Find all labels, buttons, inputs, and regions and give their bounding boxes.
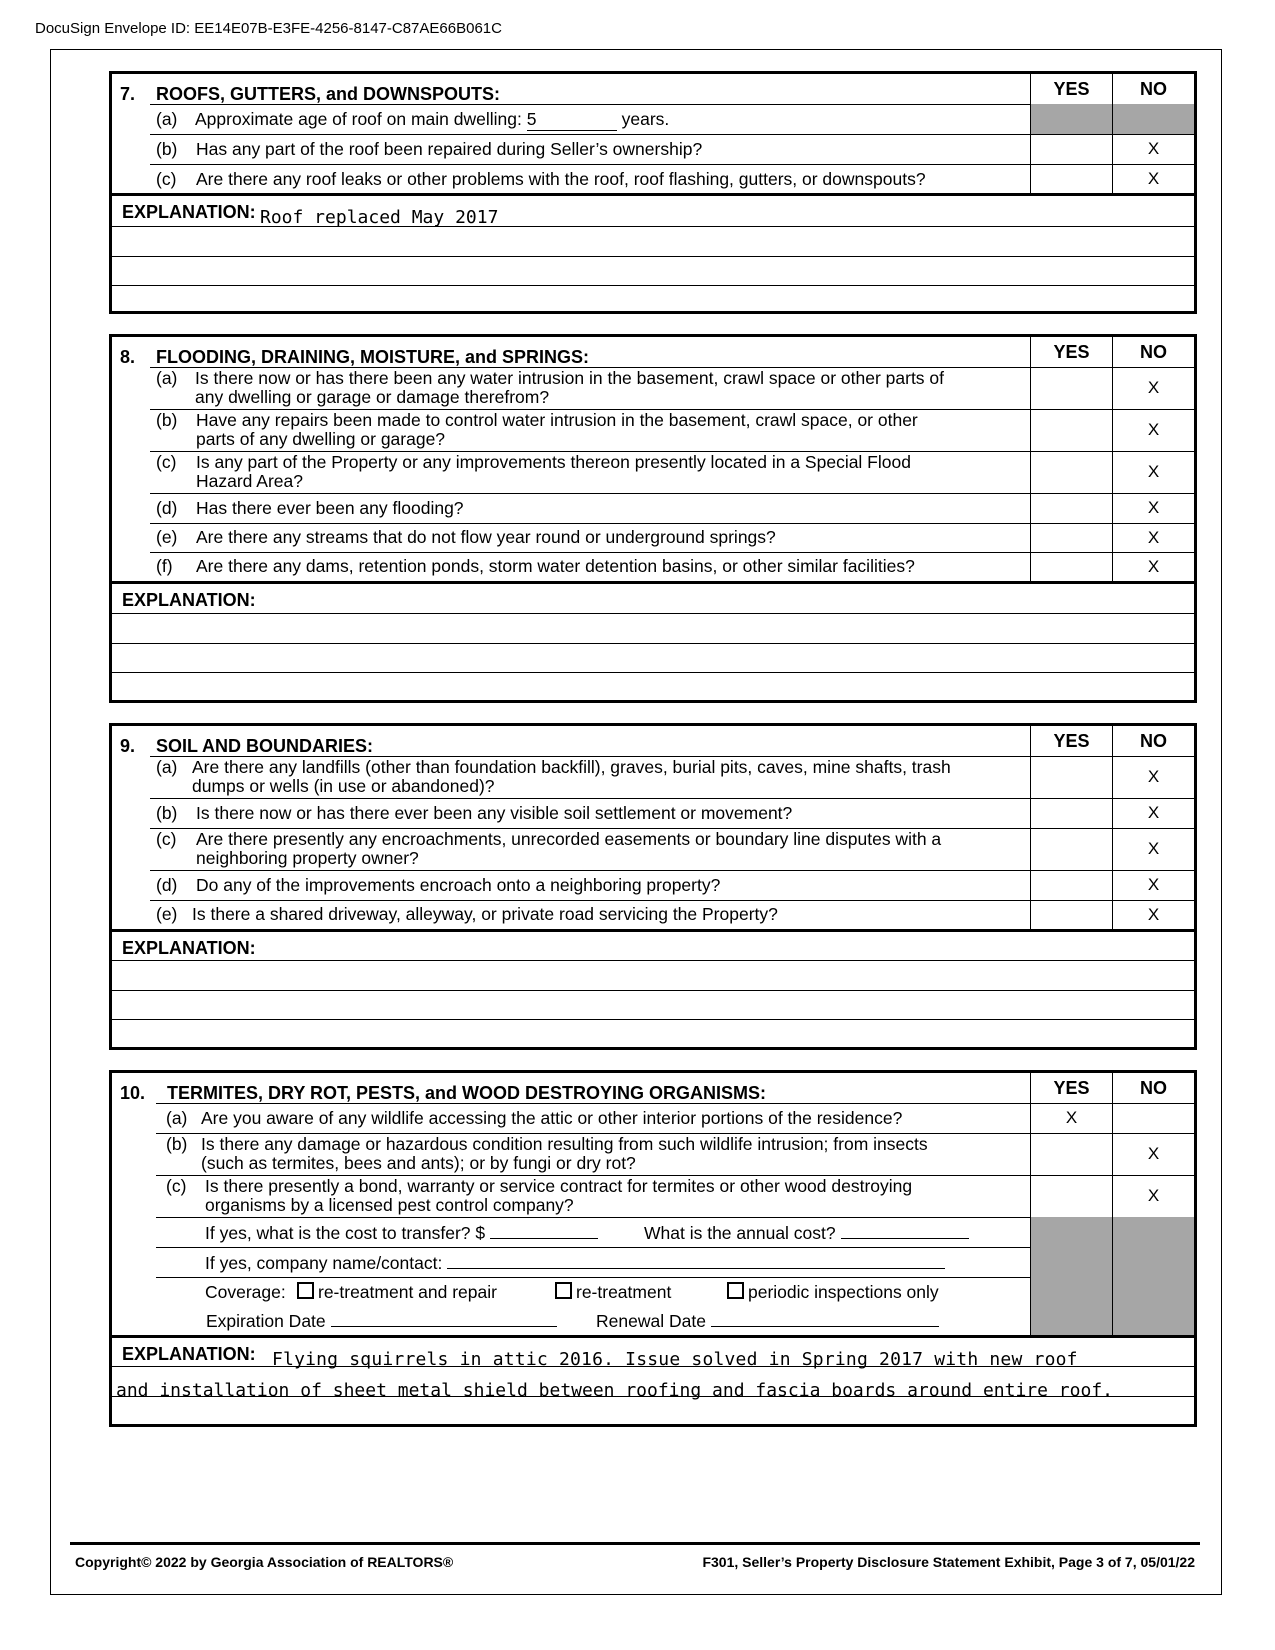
yes-header: YES [1030,1073,1112,1103]
no-checkbox-cell[interactable] [1112,756,1194,798]
company-row [112,1247,1194,1277]
coverage-row [112,1277,1194,1306]
question-text: Approximate age of roof on main dwelling: [195,109,522,129]
no-mark: X [1147,139,1160,158]
question-letter: (c) [166,1176,187,1196]
coverage-option-retreatment-repair[interactable] [297,1282,497,1303]
yes-checkbox-cell[interactable] [1030,1133,1112,1175]
question-text-line2: neighboring property owner? [196,848,419,868]
no-checkbox-cell[interactable] [1112,451,1194,493]
no-header: NO [1112,726,1194,756]
question-letter: (a) [166,1108,188,1128]
cost-transfer-field[interactable] [490,1222,598,1239]
question-8c [112,451,1194,493]
yes-cell-shaded [1030,1217,1112,1247]
no-cell-shaded [1112,1217,1194,1247]
question-text: Are there any roof leaks or other problems with the roof, roof flashing, gutters, or downspouts? [196,169,926,189]
question-letter: (b) [156,803,178,823]
question-7b [112,134,1194,164]
no-checkbox-cell[interactable] [1112,798,1194,828]
no-checkbox-cell[interactable] [1112,409,1194,451]
yes-checkbox-cell[interactable] [1030,552,1112,581]
question-9c [112,828,1194,870]
explanation-line-2[interactable]: and installation of sheet metal shield between roofing and fascia boards around entire roof. [116,1380,1113,1401]
question-text: Do any of the improvements encroach onto a neighboring property? [196,875,721,895]
annual-cost-label: What is the annual cost? [644,1223,836,1243]
no-checkbox-cell[interactable] [1112,552,1194,581]
explanation-label: EXPLANATION: [122,938,256,958]
yes-checkbox-cell[interactable] [1030,164,1112,194]
coverage-option-retreatment[interactable] [555,1282,671,1303]
yes-checkbox-cell[interactable] [1030,134,1112,164]
explanation-label: EXPLANATION: [122,1344,256,1364]
question-text-line2: any dwelling or garage or damage therefrom? [195,387,550,407]
question-9a [112,756,1194,798]
no-mark: X [1147,420,1160,439]
question-text-after: years. [621,109,670,129]
yes-checkbox-cell[interactable] [1030,367,1112,409]
yes-header: YES [1030,74,1112,104]
yes-checkbox-cell[interactable] [1030,523,1112,552]
yes-mark: X [1065,1108,1078,1127]
question-text-line1: Is there presently a bond, warranty or service contract for termites or other wood destroying [205,1176,913,1196]
explanation-line-1[interactable]: Roof replaced May 2017 [260,207,499,228]
roof-age-field[interactable] [527,109,617,131]
question-letter: (d) [156,875,178,895]
section-8 [109,334,1197,703]
renewal-field[interactable] [711,1310,939,1327]
yes-header: YES [1030,726,1112,756]
question-letter: (e) [156,527,178,547]
question-text-line1: Have any repairs been made to control water intrusion in the basement, crawl space, or other [196,410,918,430]
section-number: 7. [120,84,136,104]
section-title: SOIL AND BOUNDARIES: [156,736,374,756]
explanation-label: EXPLANATION: [122,590,256,610]
no-mark: X [1147,839,1160,858]
expiration-field[interactable] [331,1310,557,1327]
no-checkbox-cell[interactable] [1112,828,1194,870]
question-10b [112,1133,1194,1175]
no-mark: X [1147,1144,1160,1163]
question-9d [112,870,1194,900]
yes-cell-shaded [1030,1247,1112,1277]
no-cell-shaded [1112,104,1194,134]
section-7 [109,71,1197,314]
question-letter: (a) [156,368,178,388]
no-checkbox-cell[interactable] [1112,134,1194,164]
yes-checkbox-cell[interactable] [1030,756,1112,798]
renewal-label: Renewal Date [596,1311,706,1331]
coverage-option-label: periodic inspections only [748,1282,939,1302]
question-letter: (a) [156,757,178,777]
question-text-line1: Is there any damage or hazardous condition resulting from such wildlife intrusion; from insects [201,1134,928,1154]
no-mark: X [1147,378,1160,397]
no-checkbox-cell[interactable] [1112,900,1194,929]
yes-cell-shaded [1030,104,1112,134]
coverage-label: Coverage: [205,1282,286,1302]
section-title: ROOFS, GUTTERS, and DOWNSPOUTS: [156,84,501,104]
section-9-header-row [112,726,1194,756]
no-cell-shaded [1112,1247,1194,1277]
question-letter: (c) [156,169,177,189]
question-8e [112,523,1194,552]
coverage-option-label: re-treatment [576,1282,672,1302]
yes-checkbox-cell[interactable] [1030,451,1112,493]
question-text-line2: organisms by a licensed pest control company? [205,1195,574,1215]
question-text-line1: Are there presently any encroachments, unrecorded easements or boundary line disputes with a [196,829,942,849]
checkbox-icon[interactable] [297,1282,314,1299]
question-8a [112,367,1194,409]
no-mark: X [1147,803,1160,822]
question-text-line1: Is any part of the Property or any improvements thereon presently located in a Special Flood [196,452,911,472]
question-8d [112,493,1194,523]
question-10a [112,1103,1194,1133]
cost-transfer-label: If yes, what is the cost to transfer? $ [205,1223,486,1243]
no-mark: X [1147,1186,1160,1205]
yes-checkbox-cell[interactable] [1030,870,1112,900]
section-9 [109,723,1197,1050]
footer-form-id: F301, Seller’s Property Disclosure Statement Exhibit, Page 3 of 7, 05/01/22 [702,1554,1195,1570]
question-text-line1: Are there any landfills (other than foundation backfill), graves, burial pits, caves, mine shafts, trash [192,757,951,777]
annual-cost-field[interactable] [841,1222,969,1239]
question-letter: (d) [156,498,178,518]
section-10 [109,1070,1197,1427]
question-text: Is there now or has there ever been any visible soil settlement or movement? [196,803,793,823]
no-header: NO [1112,1073,1194,1103]
no-checkbox-cell[interactable] [1112,523,1194,552]
no-mark: X [1147,875,1160,894]
no-header: NO [1112,74,1194,104]
question-letter: (c) [156,452,177,472]
question-text-line2: Hazard Area? [196,471,304,491]
yes-checkbox-cell[interactable] [1030,1175,1112,1217]
no-cell-shaded [1112,1277,1194,1306]
question-letter: (a) [156,109,178,129]
checkbox-icon[interactable] [555,1282,572,1299]
checkbox-icon[interactable] [727,1282,744,1299]
no-mark: X [1147,462,1160,481]
no-mark: X [1147,767,1160,786]
question-8b [112,409,1194,451]
no-checkbox-cell[interactable] [1112,367,1194,409]
question-text: Has there ever been any flooding? [196,498,464,518]
yes-checkbox-cell[interactable] [1030,409,1112,451]
question-9e [112,900,1194,929]
question-text: Are there any dams, retention ponds, storm water detention basins, or other similar facilities? [196,556,915,576]
coverage-option-periodic[interactable] [727,1282,939,1303]
yes-cell-shaded [1030,1277,1112,1306]
section-7-header-row [112,74,1194,104]
no-mark: X [1147,527,1160,547]
question-text-line2: parts of any dwelling or garage? [196,429,446,449]
question-9b [112,798,1194,828]
question-7a [112,104,1194,134]
roof-age-value: 5 [526,109,537,129]
footer-copyright: Copyright© 2022 by Georgia Association of REALTORS® [75,1554,454,1570]
question-text-line2: (such as termites, bees and ants); or by fungi or dry rot? [201,1153,636,1173]
no-checkbox-cell[interactable] [1112,164,1194,194]
no-mark: X [1147,498,1160,517]
question-text-line2: dumps or wells (in use or abandoned)? [192,776,495,796]
section-10-header-row [112,1073,1194,1103]
question-text: Are you aware of any wildlife accessing the attic or other interior portions of the residence? [201,1108,903,1128]
question-letter: (f) [156,556,173,576]
no-header: NO [1112,337,1194,367]
expiration-label: Expiration Date [206,1311,326,1331]
no-checkbox-cell[interactable] [1112,1175,1194,1217]
section-title: TERMITES, DRY ROT, PESTS, and WOOD DESTROYING ORGANISMS: [167,1083,767,1103]
yes-checkbox-cell[interactable] [1030,900,1112,929]
explanation-label: EXPLANATION: [122,202,256,222]
company-label: If yes, company name/contact: [205,1253,443,1273]
question-text: Has any part of the roof been repaired during Seller’s ownership? [196,139,703,159]
question-text: Are there any streams that do not flow year round or underground springs? [196,527,776,547]
question-letter: (b) [156,139,178,159]
question-7c [112,164,1194,194]
yes-checkbox-cell[interactable] [1030,828,1112,870]
explanation-line-1[interactable]: Flying squirrels in attic 2016. Issue solved in Spring 2017 with new roof [272,1349,1078,1370]
question-letter: (b) [166,1134,188,1154]
question-text: Is there a shared driveway, alleyway, or private road servicing the Property? [192,904,778,924]
yes-checkbox-cell[interactable] [1030,1103,1112,1133]
section-number: 9. [120,736,136,756]
company-field[interactable] [447,1252,945,1269]
no-checkbox-cell[interactable] [1112,493,1194,523]
section-8-header-row [112,337,1194,367]
question-letter: (c) [156,829,177,849]
no-checkbox-cell[interactable] [1112,1103,1194,1133]
no-checkbox-cell[interactable] [1112,1133,1194,1175]
no-mark: X [1147,556,1160,576]
no-mark: X [1147,169,1160,188]
cost-row [112,1217,1194,1247]
dates-row [112,1306,1194,1335]
no-mark: X [1147,904,1160,924]
question-8f [112,552,1194,581]
question-text-line1: Is there now or has there been any water intrusion in the basement, crawl space or other parts of [195,368,945,388]
coverage-option-label: re-treatment and repair [318,1282,497,1302]
question-10c [112,1175,1194,1217]
yes-header: YES [1030,337,1112,367]
question-letter: (b) [156,410,178,430]
no-checkbox-cell[interactable] [1112,870,1194,900]
yes-checkbox-cell[interactable] [1030,798,1112,828]
no-cell-shaded [1112,1306,1194,1335]
question-letter: (e) [156,904,178,924]
section-number: 8. [120,347,136,367]
envelope-id: DocuSign Envelope ID: EE14E07B-E3FE-4256-8147-C87AE66B061C [35,20,502,37]
yes-cell-shaded [1030,1306,1112,1335]
section-title: FLOODING, DRAINING, MOISTURE, and SPRINGS: [156,347,590,367]
section-number: 10. [120,1083,146,1103]
footer [70,1542,1200,1570]
yes-checkbox-cell[interactable] [1030,493,1112,523]
